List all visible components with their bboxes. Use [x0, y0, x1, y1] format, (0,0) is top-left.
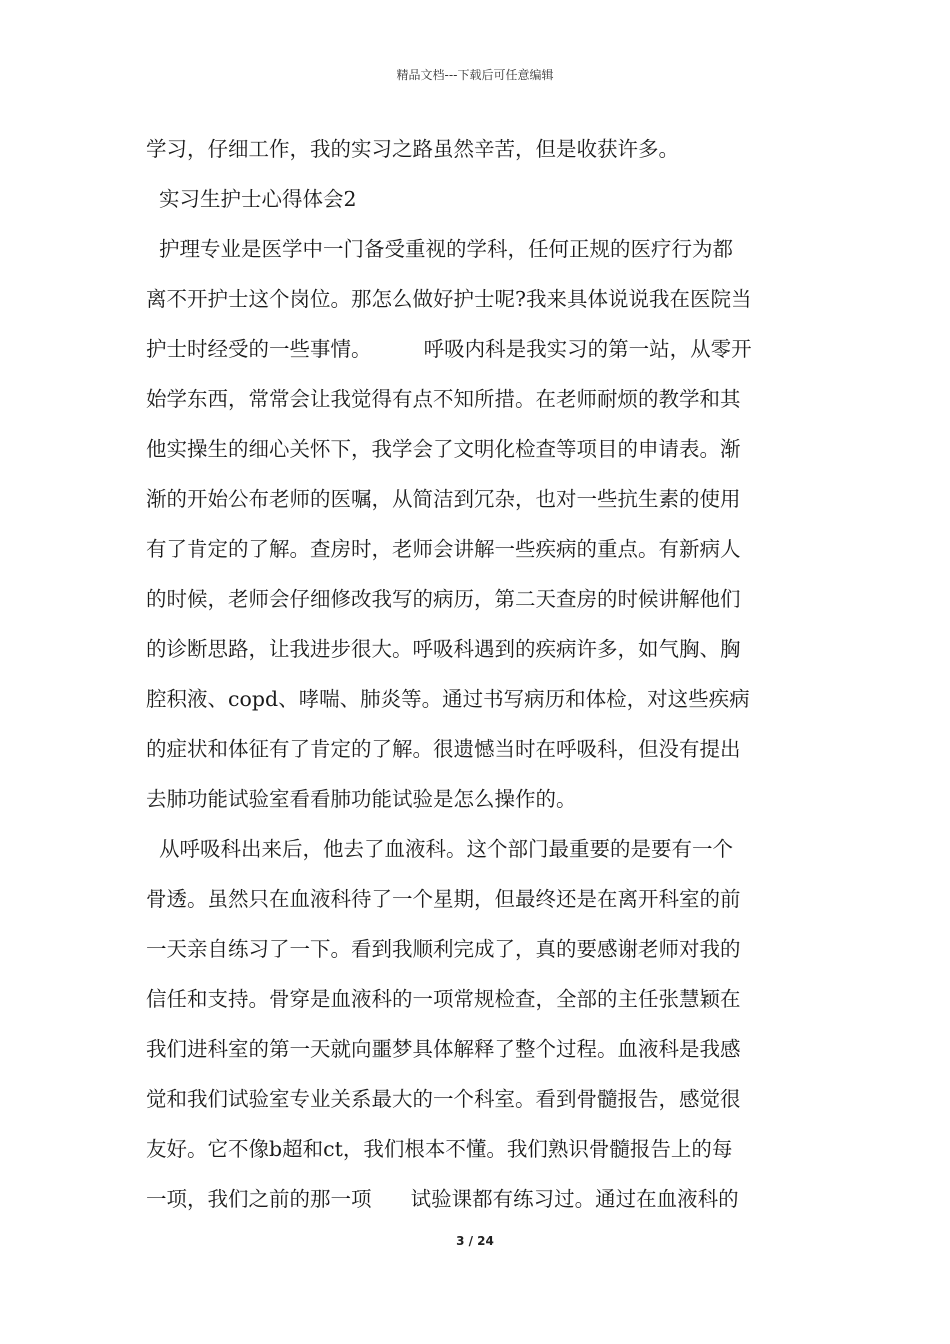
text-line: 去肺功能试验室看看肺功能试验是怎么操作的。	[146, 787, 577, 811]
text-line: 护理专业是医学中一门备受重视的学科，任何正规的医疗行为都	[146, 237, 734, 261]
body-text	[146, 124, 810, 1224]
text-line: 骨透。虽然只在血液科待了一个星期，但最终还是在离开科室的前	[146, 887, 741, 911]
page-number: 3 / 24	[456, 1234, 494, 1248]
text-line: 的诊断思路，让我进步很大。呼吸科遇到的疾病许多，如气胸、胸	[146, 637, 741, 661]
text-line: 护士时经受的一些事情。 呼吸内科是我实习的第一站，从零开	[146, 337, 752, 361]
text-line: 的症状和体征有了肯定的了解。很遗憾当时在呼吸科，但没有提出	[146, 737, 741, 761]
text-line: 离不开护士这个岗位。那怎么做好护士呢?我来具体说说我在医院当	[146, 287, 752, 311]
text-line: 腔积液、copd、哮喘、肺炎等。通过书写病历和体检，对这些疾病	[146, 687, 750, 711]
text-line: 始学东西，常常会让我觉得有点不知所措。在老师耐烦的教学和其	[146, 387, 741, 411]
text-line: 从呼吸科出来后，他去了血液科。这个部门最重要的是要有一个	[146, 837, 734, 861]
text-line: 实习生护士心得体会2	[146, 187, 357, 211]
text-line: 他实操生的细心关怀下，我学会了文明化检查等项目的申请表。渐	[146, 437, 741, 461]
text-line: 觉和我们试验室专业关系最大的一个科室。看到骨髓报告，感觉很	[146, 1087, 741, 1111]
text-line: 我们进科室的第一天就向噩梦具体解释了整个过程。血液科是我感	[146, 1037, 741, 1061]
text-line: 一项，我们之前的那一项 试验课都有练习过。通过在血液科的	[146, 1187, 739, 1211]
text-line: 渐的开始公布老师的医嘱，从简洁到冗杂，也对一些抗生素的使用	[146, 487, 741, 511]
text-line: 友好。它不像b超和ct，我们根本不懂。我们熟识骨髓报告上的每	[146, 1137, 733, 1161]
text-line: 的时候，老师会仔细修改我写的病历，第二天查房的时候讲解他们	[146, 587, 741, 611]
page-header: 精品文档---下载后可任意编辑	[396, 68, 554, 82]
text-line: 学习，仔细工作，我的实习之路虽然辛苦，但是收获许多。	[146, 137, 679, 161]
text-line: 有了肯定的了解。查房时，老师会讲解一些疾病的重点。有新病人	[146, 537, 741, 561]
text-line: 信任和支持。骨穿是血液科的一项常规检查，全部的主任张慧颖在	[146, 987, 741, 1011]
text-line: 一天亲自练习了一下。看到我顺利完成了，真的要感谢老师对我的	[146, 937, 741, 961]
